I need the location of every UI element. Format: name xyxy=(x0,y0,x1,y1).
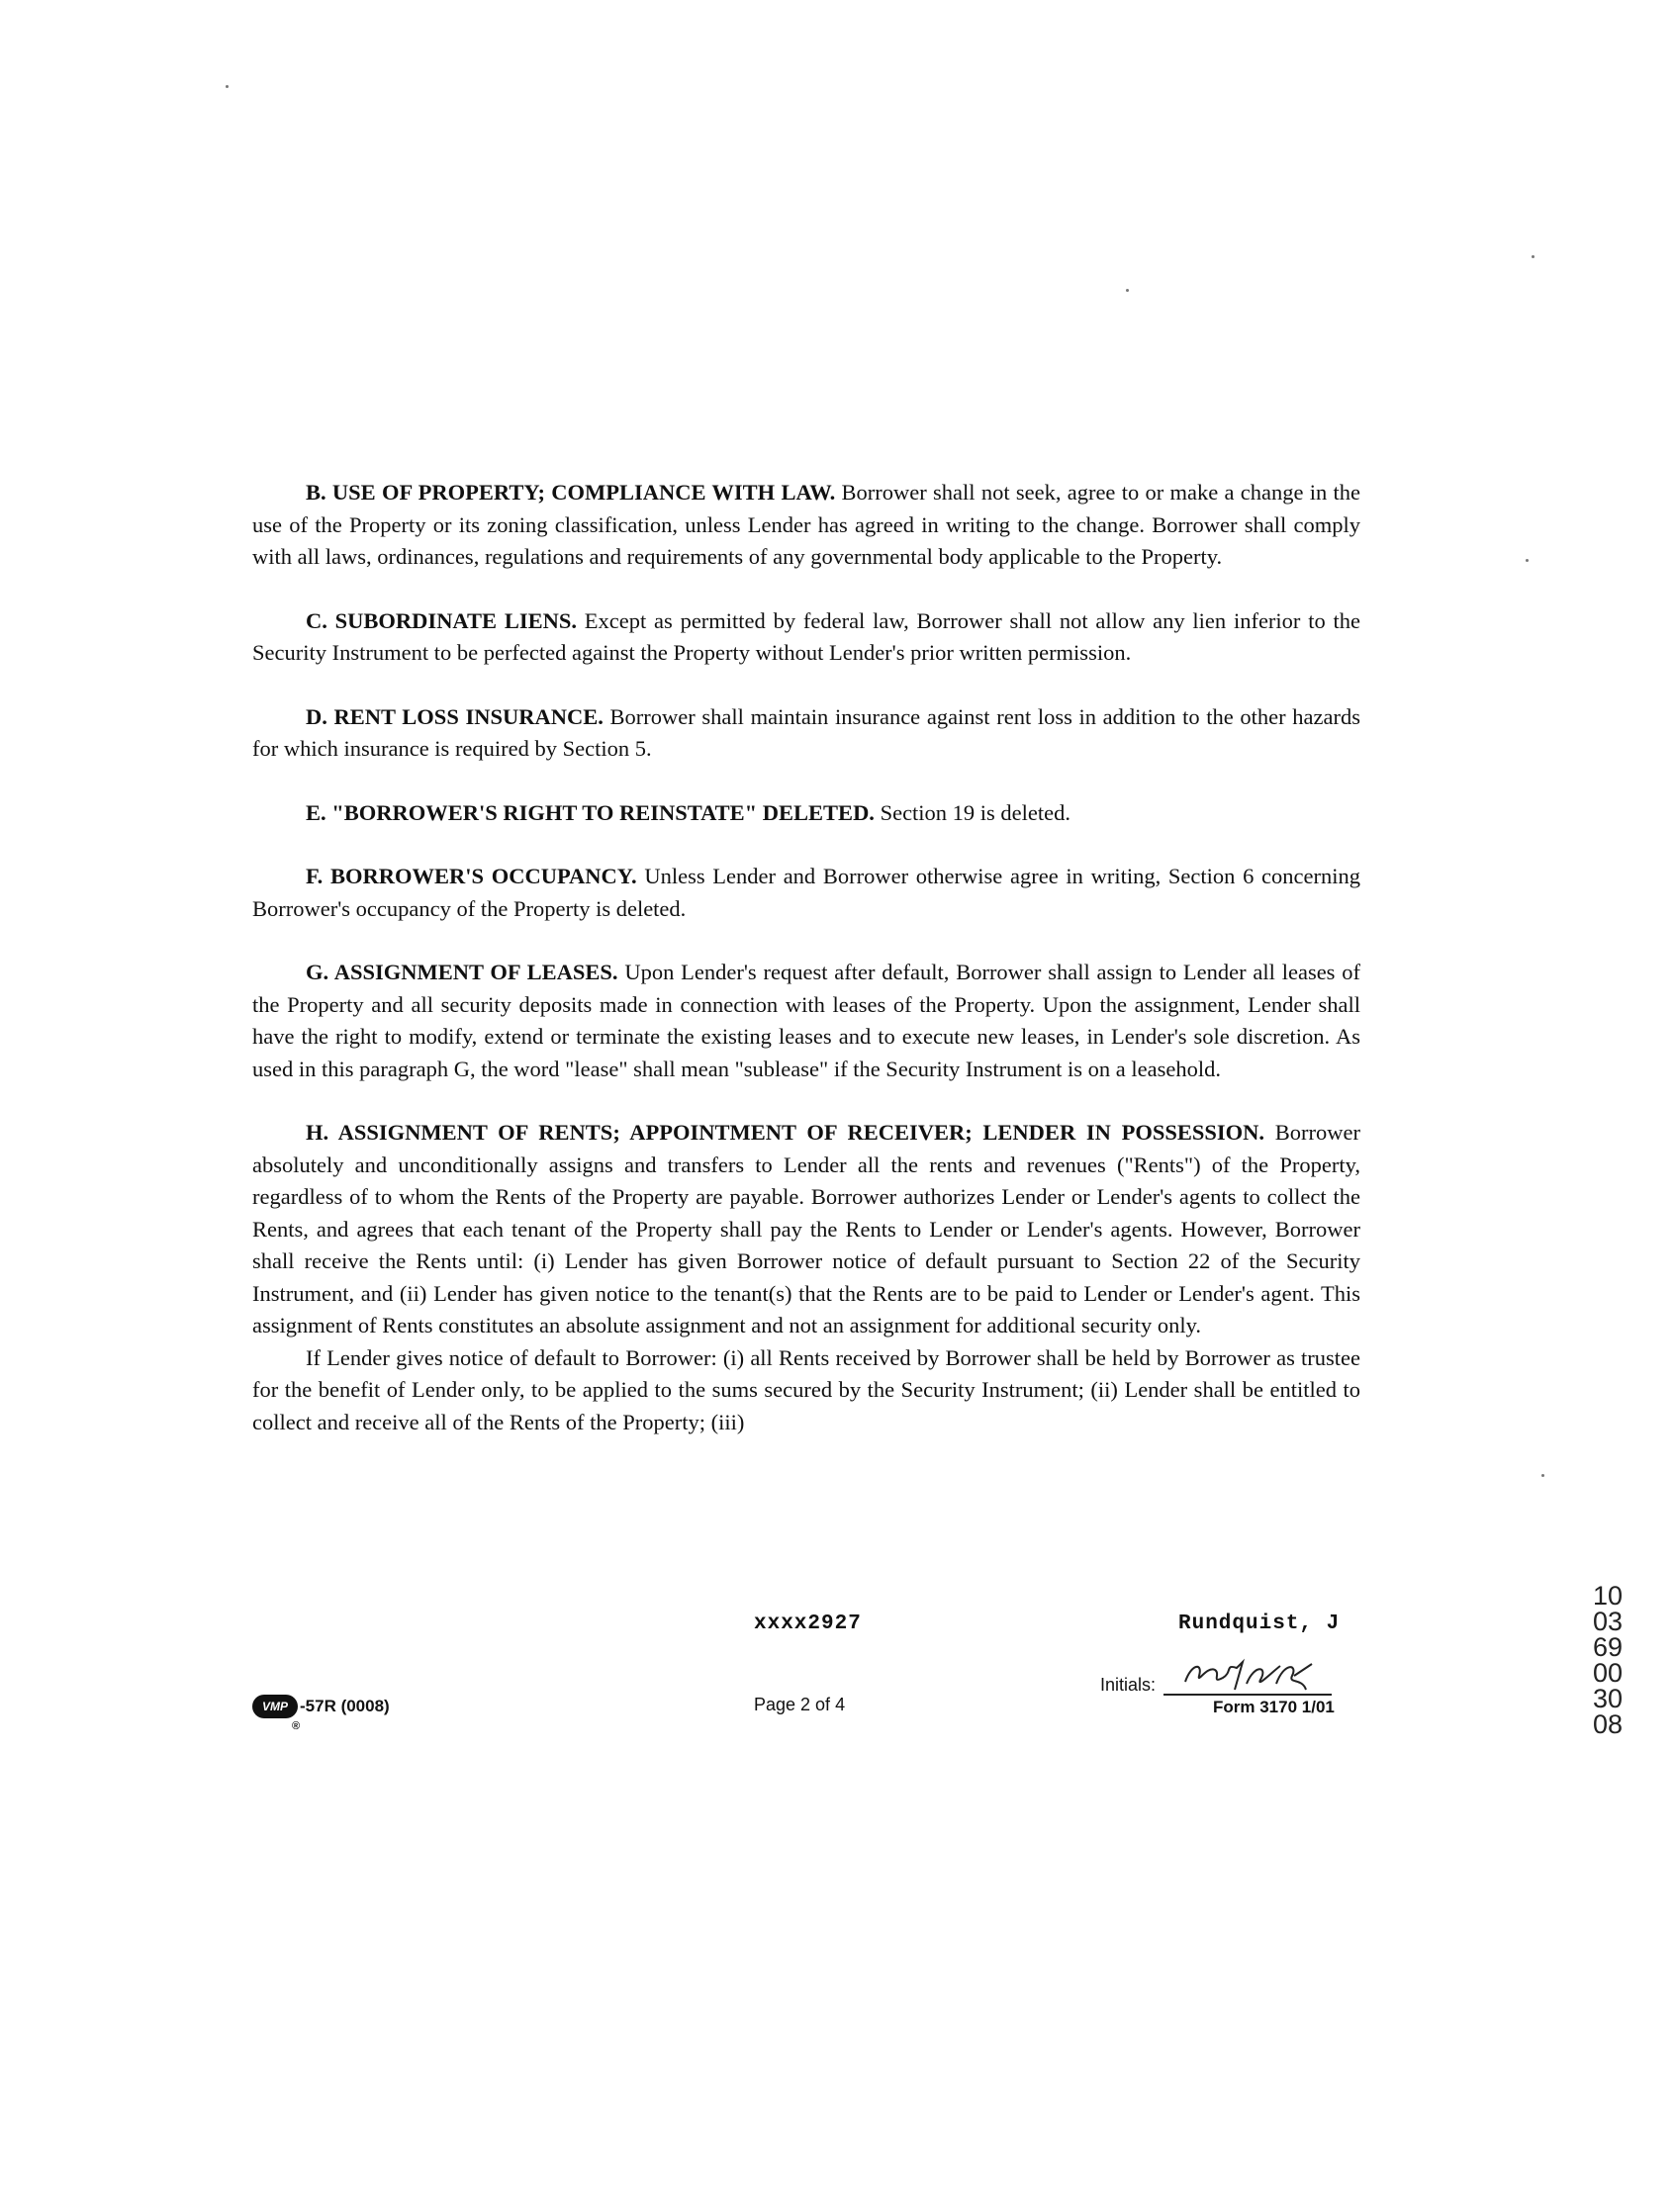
borrower-name: Rundquist, J xyxy=(1178,1613,1341,1635)
paragraph-f-text: Unless Lender and Borrower otherwise agree in writing, Section 6 concerning Borrower's occupancy of the Property is deleted. xyxy=(252,864,1361,921)
paragraph-d-heading: D. RENT LOSS INSURANCE. xyxy=(306,703,604,729)
paragraph-c xyxy=(252,605,1360,670)
paragraph-h-continued xyxy=(252,1342,1360,1439)
scan-speck xyxy=(1526,559,1529,562)
vmp-logo-text: VMP xyxy=(261,1700,288,1713)
paragraph-e-text: Section 19 is deleted. xyxy=(874,799,1071,825)
paragraph-d-text: Borrower shall maintain insurance against rent loss in addition to the other hazards for which insurance is required by Section 5. xyxy=(252,703,1360,761)
form-code xyxy=(252,1695,390,1732)
document-body xyxy=(252,477,1360,1438)
scan-speck xyxy=(226,85,229,88)
paragraph-b-text: Borrower shall not seek, agree to or make a change in the use of the Property or its zoning classification, unless Lender has agreed in writing to the change. Borrower shall comply with all laws, ordinances, regulations and requirements of any governmental body applicable to the Property. xyxy=(252,480,1360,569)
paragraph-g-heading: G. ASSIGNMENT OF LEASES. xyxy=(306,960,618,984)
form-number: Form 3170 1/01 xyxy=(1213,1698,1335,1716)
loan-id: xxxx2927 xyxy=(754,1613,862,1635)
paragraph-h2-text: If Lender gives notice of default to Borrower: (i) all Rents received by Borrower shall be held by Borrower as trustee for the benefit of Lender only, to be applied to the sums secured by the Security Instrument; (ii) Lender shall be entitled to collect and receive all of the Rents of the Property; (iii) xyxy=(252,1344,1360,1434)
paragraph-c-heading: C. SUBORDINATE LIENS. xyxy=(306,607,577,633)
scan-speck xyxy=(1541,1474,1544,1477)
form-code-text: -57R (0008) xyxy=(300,1697,390,1715)
document-stamp: 100369 003008 xyxy=(1592,1581,1624,1739)
initials-label: Initials: xyxy=(1100,1675,1157,1695)
paragraph-b-heading: B. USE OF PROPERTY; COMPLIANCE WITH LAW. xyxy=(306,480,836,505)
paragraph-d xyxy=(252,701,1360,766)
paragraph-g xyxy=(252,957,1360,1085)
paragraph-h-text: Borrower absolutely and unconditionally assigns and transfers to Lender all the rents and revenues ("Rents") of the Property, regardless of to whom the Rents of the Property are payable. Borrower authorizes Lender or Lender's agents to collect the Rents, and agrees that each tenant of the Property shall pay the Rents to Lender or Lender's agents. However, Borrower shall receive the Rents until: (i) Lender has given Borrower notice of default pursuant to Section 22 of the Security Instrument, and (ii) Lender has given notice to the tenant(s) that the Rents are to be paid to Lender or Lender's agent. This assignment of Rents constitutes an absolute assignment and not an assignment for additional security only. xyxy=(252,1120,1360,1337)
paragraph-e-heading: E. "BORROWER'S RIGHT TO REINSTATE" DELETED. xyxy=(306,799,875,825)
scan-speck xyxy=(1126,289,1129,292)
scan-speck xyxy=(1532,255,1534,258)
paragraph-c-text: Except as permitted by federal law, Borrower shall not allow any lien inferior to the Security Instrument to be perfected against the Property without Lender's prior written permission. xyxy=(252,607,1360,665)
paragraph-h xyxy=(252,1117,1360,1342)
page-number: Page 2 of 4 xyxy=(754,1695,846,1714)
initials-signature-icon xyxy=(1177,1654,1326,1698)
paragraph-h-heading: H. ASSIGNMENT OF RENTS; APPOINTMENT OF RECEIVER; LENDER IN POSSESSION. xyxy=(306,1120,1265,1145)
paragraph-e xyxy=(252,797,1360,830)
initials-line xyxy=(1163,1694,1332,1696)
paragraph-g-text: Upon Lender's request after default, Borrower shall assign to Lender all leases of the Property and all security deposits made in connection with leases of the Property. Upon the assignment, Lender shall have the right to modify, extend or terminate the existing leases and to execute new leases, in Lender's sole discretion. As used in this paragraph G, the word "lease" shall mean "sublease" if the Security Instrument is on a leasehold. xyxy=(252,960,1360,1081)
vmp-logo-icon: VMP ® xyxy=(252,1695,298,1718)
paragraph-f-heading: F. BORROWER'S OCCUPANCY. xyxy=(306,864,637,888)
paragraph-f xyxy=(252,861,1360,925)
paragraph-b xyxy=(252,477,1360,574)
